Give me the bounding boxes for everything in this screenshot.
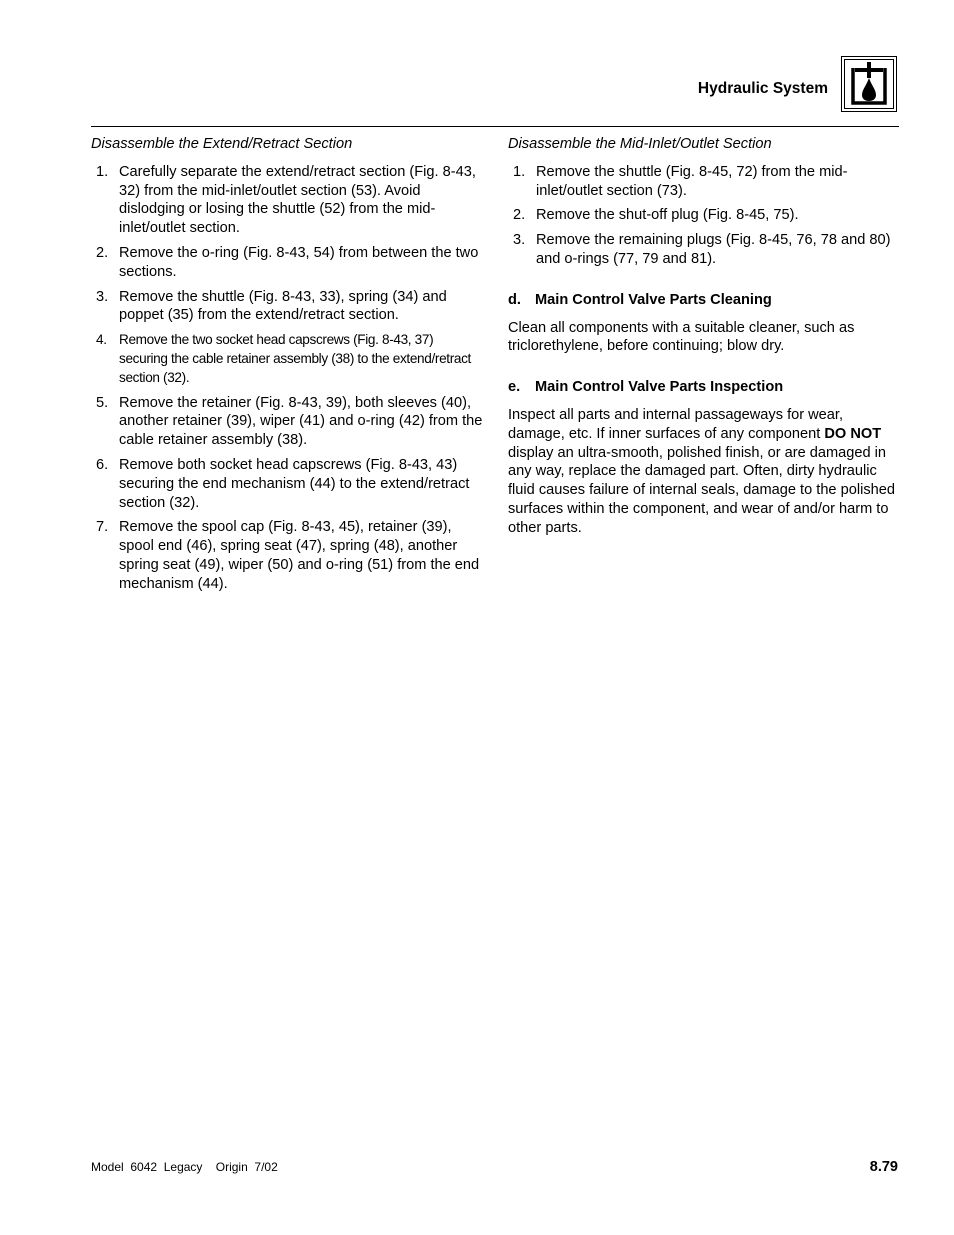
inspection-emphasis: DO NOT xyxy=(824,425,882,442)
mid-inlet-outlet-steps xyxy=(508,163,900,269)
mid-inlet-outlet-subheading: Disassemble the Mid-Inlet/Outlet Section xyxy=(508,136,772,152)
step-text: Remove the shuttle (Fig. 8-43, 33), spring (34) and poppet (35) from the extend/retract section. xyxy=(119,288,447,324)
step-number: 5. xyxy=(96,394,109,411)
list-item xyxy=(508,163,900,201)
step-number: 2. xyxy=(513,207,526,224)
step-number: 1. xyxy=(513,163,526,180)
extend-retract-steps xyxy=(91,163,483,594)
list-item xyxy=(91,456,483,512)
page-number: 8.79 xyxy=(869,1159,898,1175)
step-number: 7. xyxy=(96,519,109,536)
inspection-heading xyxy=(508,378,900,397)
step-text: Remove the retainer (Fig. 8-43, 39), both sleeves (40), another retainer (39), wiper (41) and o-ring (42) from the cable retainer assembly (38). xyxy=(119,394,483,449)
right-column xyxy=(508,135,900,538)
section-letter: d. xyxy=(508,291,521,308)
inspection-paragraph xyxy=(508,406,900,538)
hydraulic-system-icon xyxy=(841,56,897,112)
step-text: Remove the shuttle (Fig. 8-45, 72) from the mid-inlet/outlet section (73). xyxy=(536,163,848,199)
list-item xyxy=(91,518,483,593)
step-text: Remove the spool cap (Fig. 8-43, 45), retainer (39), spool end (46), spring seat (47), spring (48), another spring seat (49), wiper (50) and o-ring (51) from the end mechanism (44). xyxy=(119,519,480,592)
step-text: Remove the two socket head capscrews (Fig. 8-43, 37) securing the cable retainer assembly (38) to the extend/retract section (32). xyxy=(119,332,471,385)
step-text: Remove the shut-off plug (Fig. 8-45, 75). xyxy=(536,207,799,224)
step-number: 3. xyxy=(96,288,109,305)
list-item xyxy=(91,244,483,282)
list-item xyxy=(91,331,483,387)
inspection-text-start: Inspect all parts and internal passageways for wear, damage, etc. If inner surfaces of any component xyxy=(508,406,844,442)
inspection-text-end: display an ultra-smooth, polished finish, or are damaged in any way, replace the damaged part. Often, dirty hydraulic fluid causes failure of internal seals, damage to the polished surfaces within the component, and wear of and/or harm to other parts. xyxy=(508,444,895,536)
step-text: Remove the remaining plugs (Fig. 8-45, 76, 78 and 80) and o-rings (77, 79 and 81). xyxy=(536,232,891,267)
step-text: Carefully separate the extend/retract section (Fig. 8-43, 32) from the mid-inlet/outlet section (53). Avoid dislodging or losing the shuttle (52) from the mid-inlet/outlet section. xyxy=(119,163,476,237)
step-number: 1. xyxy=(96,163,109,180)
list-item xyxy=(91,288,483,326)
step-number: 2. xyxy=(96,244,109,261)
list-item xyxy=(91,163,483,238)
cleaning-heading xyxy=(508,291,900,310)
cleaning-paragraph: Clean all components with a suitable cleaner, such as triclorethylene, before continuing; blow dry. xyxy=(508,319,855,355)
step-number: 6. xyxy=(96,456,109,473)
left-column xyxy=(91,135,483,600)
section-letter: e. xyxy=(508,379,521,396)
list-item xyxy=(508,231,900,269)
section-title: Main Control Valve Parts Cleaning xyxy=(535,291,772,308)
footer-model-info: Model 6042 Legacy Origin 7/02 xyxy=(91,1160,278,1174)
header-rule xyxy=(91,126,899,127)
step-number: 4. xyxy=(96,332,107,348)
section-title: Main Control Valve Parts Inspection xyxy=(535,379,784,396)
header-title: Hydraulic System xyxy=(697,80,828,97)
step-text: Remove the o-ring (Fig. 8-43, 54) from between the two sections. xyxy=(119,244,479,280)
step-text: Remove both socket head capscrews (Fig. 8-43, 43) securing the end mechanism (44) to the extend/retract section (32). xyxy=(119,456,470,511)
extend-retract-subheading: Disassemble the Extend/Retract Section xyxy=(91,136,353,152)
list-item xyxy=(508,206,900,225)
list-item xyxy=(91,394,483,450)
step-number: 3. xyxy=(513,232,526,249)
